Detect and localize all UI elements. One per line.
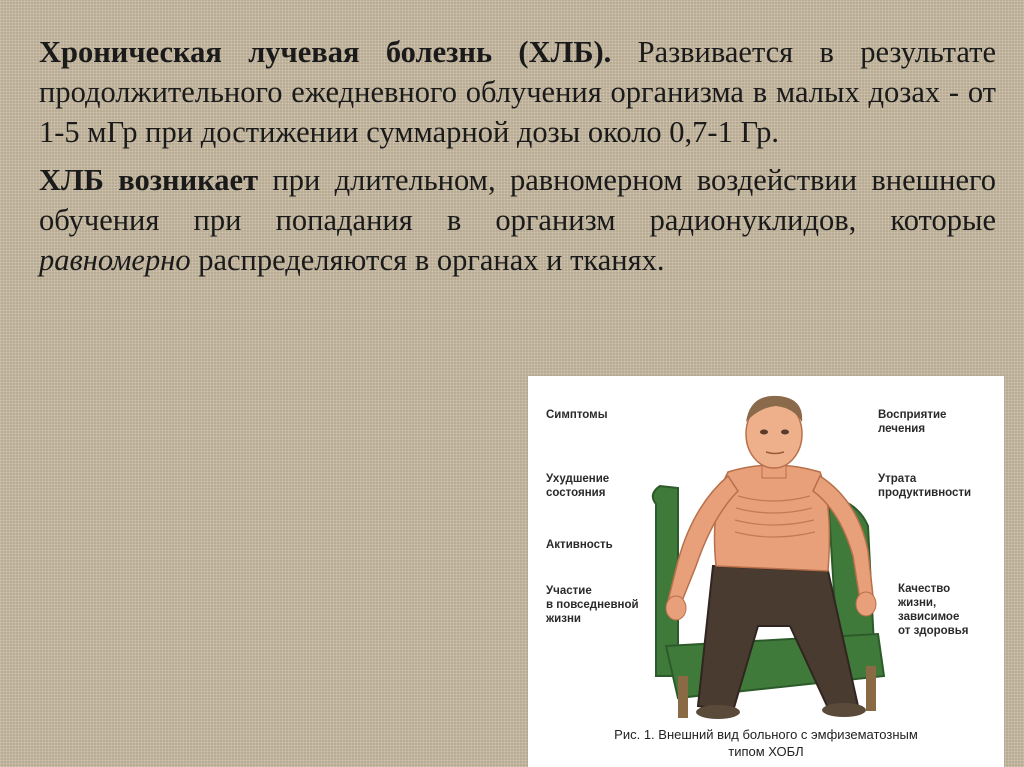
emphasis-uniformly: равномерно: [39, 243, 191, 277]
right-hand: [856, 592, 876, 616]
paragraph-chronic-radiation-sickness: [39, 32, 996, 152]
right-eye: [781, 430, 789, 435]
label-symptoms: Симптомы: [546, 409, 608, 421]
left-eye: [760, 430, 768, 435]
paragraph2-body-1: при длительном, равномерном воздействии внешнего обучения при попадания в организм радионуклидов, которые: [39, 163, 997, 237]
label-daily-participation: Участие в повседневной жизни: [546, 585, 639, 625]
chair-leg-front-left: [678, 676, 688, 718]
right-foot: [822, 703, 866, 717]
term-chronic-radiation-sickness: Хроническая лучевая болезнь (ХЛБ).: [39, 35, 612, 69]
label-condition-worsening: Ухудшение состояния: [546, 473, 610, 499]
label-treatment-perception: Восприятие лечения: [878, 409, 947, 435]
label-activity: Активность: [546, 539, 613, 551]
label-productivity-loss: Утрата продуктивности: [878, 473, 972, 499]
paragraph2-body-2: распределяются в органах и тканях.: [190, 243, 665, 277]
paragraph-occurrence: [39, 160, 996, 280]
patient-illustration-figure: [528, 376, 1004, 767]
paragraph1-body: Развивается в результате продолжительного ежедневного облучения организма в малых дозах - от 1-5 мГр при достижении суммарной дозы около 0,7-1 Гр.: [39, 35, 996, 149]
term-occurrence: ХЛБ возникает: [39, 163, 259, 197]
figure-caption: Рис. 1. Внешний вид больного с эмфизематозным типом ХОБЛ: [614, 727, 918, 759]
left-hand: [666, 596, 686, 620]
left-foot: [696, 705, 740, 719]
label-quality-of-life: Качество жизни, зависимое от здоровья: [898, 583, 969, 637]
slide-text: [39, 32, 996, 288]
chair-leg-front-right: [866, 666, 876, 711]
